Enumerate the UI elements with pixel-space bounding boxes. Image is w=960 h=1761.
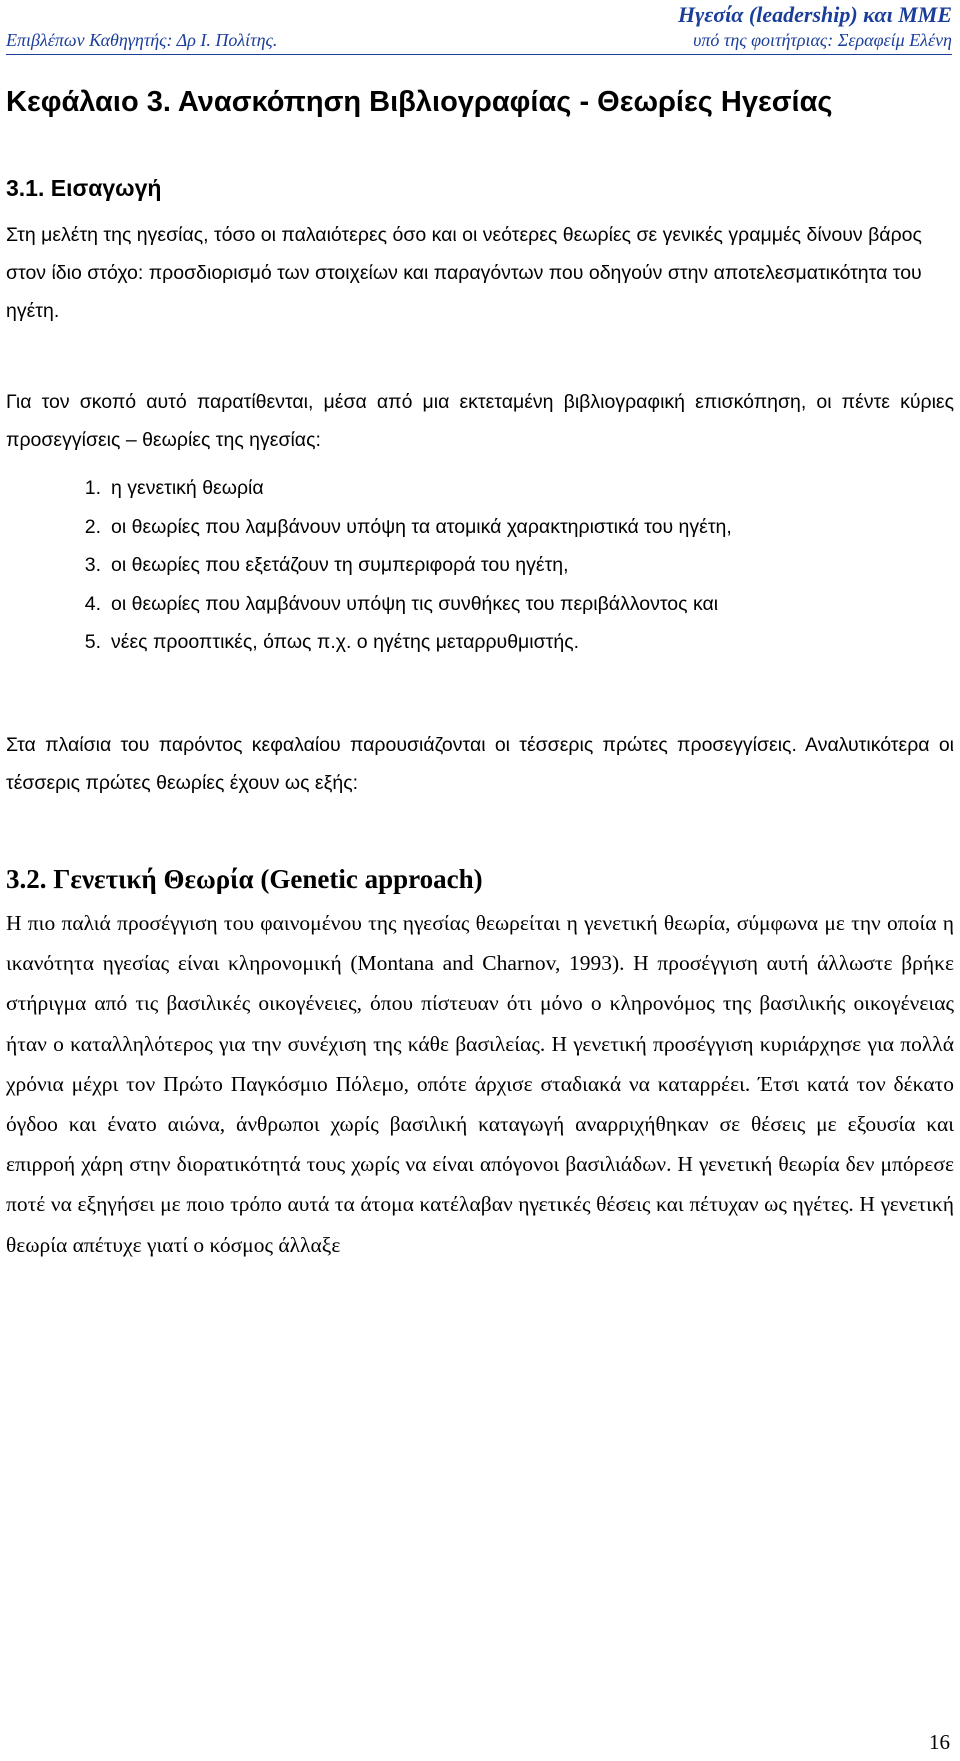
intro-paragraph: Στη μελέτη της ηγεσίας, τόσο οι παλαιότερες όσο και οι νεότερες θεωρίες σε γενικές γραμμές δίνουν βάρος στον ίδιο στόχο: προσδιορισμό των στοιχείων και παραγόντων που οδηγούν στην αποτελεσματικότητα του ηγέτη. bbox=[6, 224, 922, 322]
scope-paragraph: Στα πλαίσια του παρόντος κεφαλαίου παρουσιάζονται οι τέσσερις πρώτες προσεγγίσεις. Αναλυτικότερα οι τέσσερις πρώτες θεωρίες έχουν ως εξής: bbox=[6, 734, 954, 794]
running-header-title: Ηγεσία (leadership) και ΜΜΕ bbox=[677, 2, 952, 27]
list-item: 4. οι θεωρίες που λαμβάνουν υπόψη τις συνθήκες του περιβάλλοντος και bbox=[84, 592, 719, 615]
list-item: 3. οι θεωρίες που εξετάζουν τη συμπεριφορά του ηγέτη, bbox=[84, 554, 569, 576]
list-item: 5. νέες προοπτικές, όπως π.χ. ο ηγέτης μεταρρυθμιστής. bbox=[84, 631, 580, 653]
running-header-supervisor: Επιβλέπων Καθηγητής: Δρ Ι. Πολίτης. bbox=[6, 30, 278, 50]
running-header-student: υπό της φοιτήτριας: Σεραφείμ Ελένη bbox=[693, 30, 952, 50]
chapter-title: Κεφάλαιο 3. Ανασκόπηση Βιβλιογραφίας - Θεωρίες Ηγεσίας bbox=[6, 86, 833, 118]
approaches-list bbox=[6, 469, 954, 662]
section-heading-genetic-approach: 3.2. Γενετική Θεωρία (Genetic approach) bbox=[6, 864, 483, 894]
page-number: 16 bbox=[929, 1730, 950, 1754]
header-rule bbox=[6, 54, 952, 55]
list-item: 1. η γενετική θεωρία bbox=[84, 477, 264, 499]
section-heading-introduction: 3.1. Εισαγωγή bbox=[6, 175, 162, 201]
genetic-theory-paragraph: Η πιο παλιά προσέγγιση του φαινομένου της ηγεσίας θεωρείται η γενετική θεωρία, σύμφωνα με την οποία η ικανότητα ηγεσίας είναι κληρονομική (Montana and Charnov, 1993). Η προσέγγιση αυτή άλλωστε βρήκε στήριγμα από τις βασιλικές οικογένειες, όπου πίστευαν ότι μόνο ο κληρονόμος της βασιλικής οικογένειας ήταν ο καταλληλότερος για την συνέχιση της κάθε βασιλείας. Η γενετική προσέγγιση κυριάρχησε για πολλά χρόνια μέχρι τον Πρώτο Παγκόσμιο Πόλεμο, οπότε άρχισε σταδιακά να καταρρέει. Έτσι κατά τον δέκατο όγδοο και ένατο αιώνα, άνθρωποι χωρίς βασιλική καταγωγή αναρριχήθηκαν σε θέσεις με εξουσία και επιρροή χάρη στην διορατικότητά τους χωρίς να είναι απόγονοι βασιλιάδων. Η γενετική θεωρία δεν μπόρεσε ποτέ να εξηγήσει με ποιο τρόπο αυτά τα άτομα κατέλαβαν ηγετικές θέσεις και πέτυχαν ως ηγέτες. Η γενετική θεωρία απέτυχε γιατί ο κόσμος άλλαξε bbox=[6, 911, 954, 1257]
approaches-paragraph: Για τον σκοπό αυτό παρατίθενται, μέσα από μια εκτεταμένη βιβλιογραφική επισκόπηση, οι πέντε κύριες προσεγγίσεις – θεωρίες της ηγεσίας: bbox=[6, 391, 954, 451]
list-item: 2. οι θεωρίες που λαμβάνουν υπόψη τα ατομικά χαρακτηριστικά του ηγέτη, bbox=[84, 515, 732, 538]
